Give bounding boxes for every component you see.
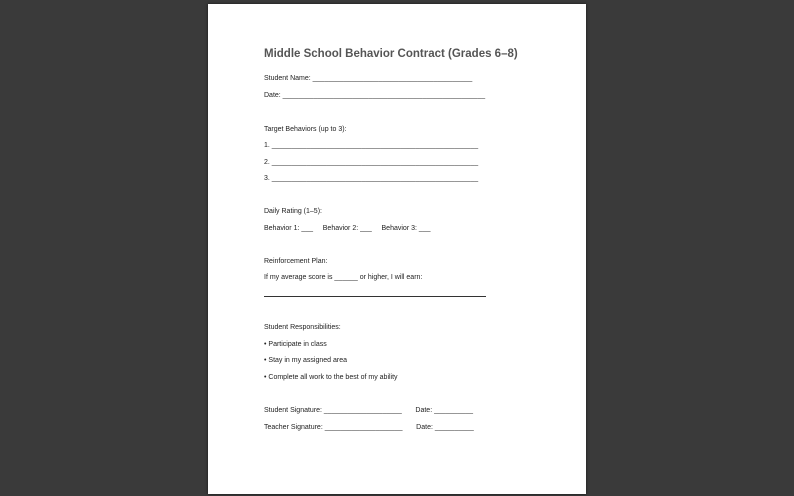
- teacher-signature-line: Teacher Signature: ____________________ Date: __________: [264, 424, 474, 431]
- page-title: Middle School Behavior Contract (Grades 6–8): [264, 48, 518, 60]
- reinforcement-blank-line: [264, 296, 486, 297]
- responsibility-item: • Participate in class: [264, 341, 327, 348]
- student-name-field: Student Name: _________________________________________: [264, 75, 473, 82]
- responsibilities-heading: Student Responsibilities:: [264, 324, 341, 331]
- target-behaviors-heading: Target Behaviors (up to 3):: [264, 126, 347, 133]
- responsibility-item: • Stay in my assigned area: [264, 357, 347, 364]
- reinforcement-line: If my average score is ______ or higher, I will earn:: [264, 274, 423, 281]
- reinforcement-heading: Reinforcement Plan:: [264, 258, 328, 265]
- date-field: Date: ____________________________________________________: [264, 92, 486, 99]
- document-page: [208, 4, 586, 494]
- target-behavior-3: 3. _____________________________________________________: [264, 175, 479, 182]
- target-behavior-2: 2. _____________________________________________________: [264, 159, 479, 166]
- student-signature-line: Student Signature: ____________________ Date: __________: [264, 407, 474, 414]
- target-behavior-1: 1. _____________________________________________________: [264, 142, 479, 149]
- responsibility-item: • Complete all work to the best of my ability: [264, 374, 398, 381]
- daily-rating-heading: Daily Rating (1–5):: [264, 208, 322, 215]
- daily-rating-line: Behavior 1: ___ Behavior 2: ___ Behavior 3: ___: [264, 225, 431, 232]
